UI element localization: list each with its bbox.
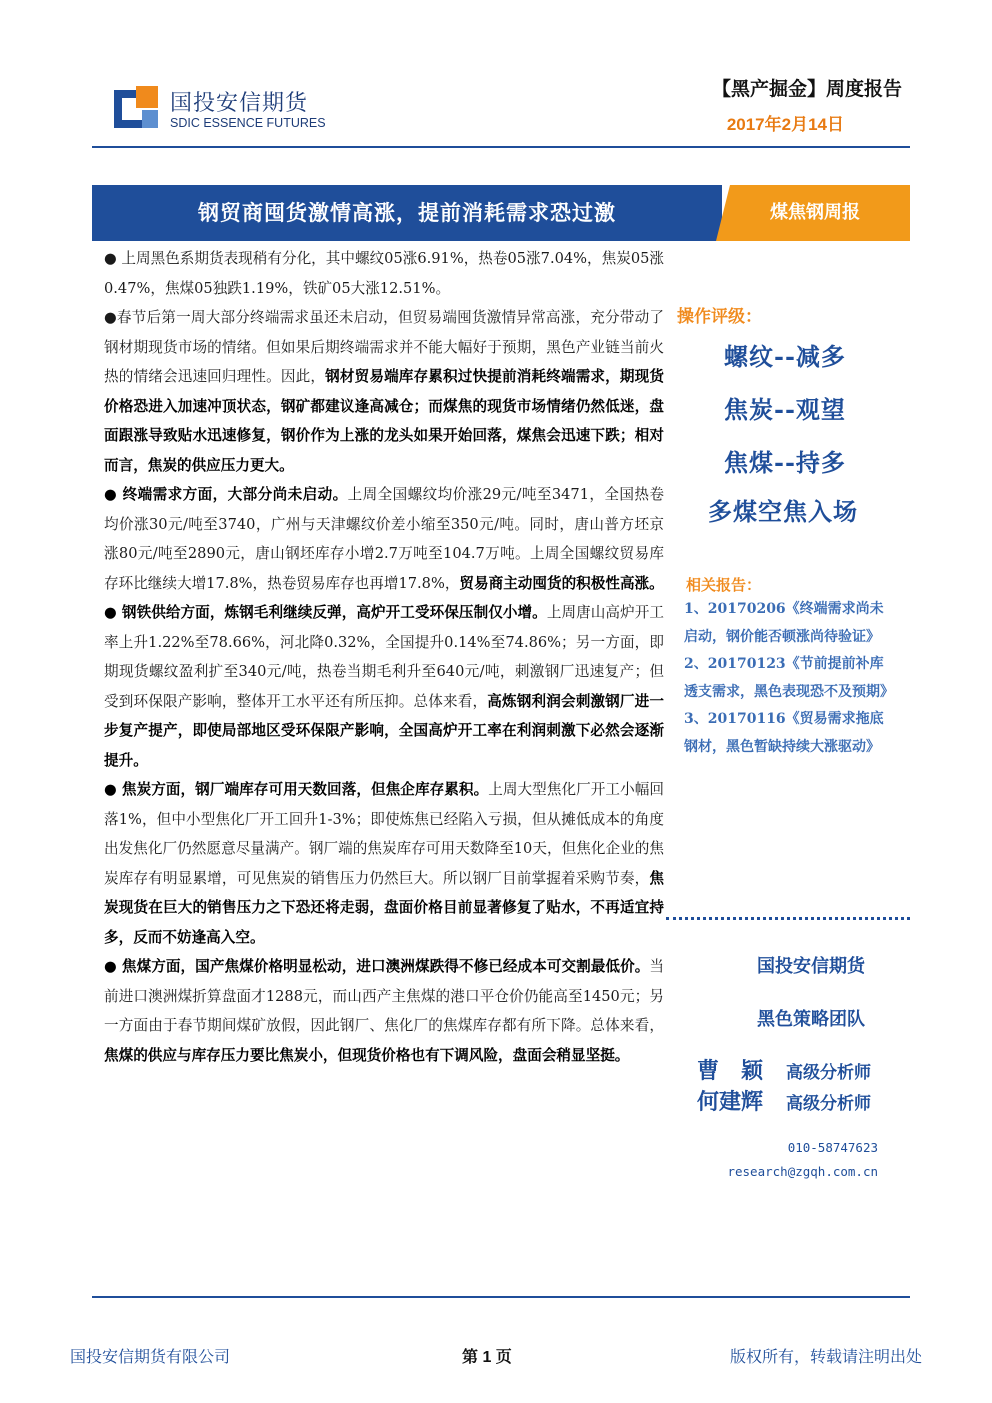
related-report-link[interactable]: 3、20170116《贸易需求拖底钢材，黑色暂缺持续大涨驱动》 [684,711,884,755]
paragraph-demand: ● 终端需求方面，大部分尚未启动。上周全国螺纹均价涨29元/吨至3471，全国热卷均价涨30元/吨至3740，广州与天津螺纹价差小缩至350元/吨。同时，唐山普方坯京涨80元/吨至2890元，唐山钢坯库存小增2.7万吨至104.7万吨。上周全国螺纹贸易库存环比继续大增17.8%，热卷贸易库存也再增17.8%，贸易商主动囤货的积极性高涨。 [104,486,664,592]
header-divider [92,146,910,148]
analyst-title: 高级分析师 [786,1094,871,1113]
footer-divider [92,1296,910,1298]
company-logo [112,84,342,134]
rating-coke: 焦炭--观望 [724,395,846,424]
report-body [104,244,664,1070]
footer-copyright: 版权所有，转载请注明出处 [729,1349,922,1366]
report-category-tag: 煤焦钢周报 [770,202,860,223]
logo-name-en: SDIC ESSENCE FUTURES [170,116,326,130]
paragraph-coke: ● 焦炭方面，钢厂端库存可用天数回落，但焦企库存累积。上周大型焦化厂开工小幅回落1%，但中小型焦化厂开工回升1-3%；即使炼焦已经陷入亏损，但从摊低成本的角度出发焦化厂仍然愿意尽量满产。钢厂端的焦炭库存可用天数降至10天，但焦化企业的焦炭库存有明显累增，可见焦炭的销售压力仍然巨大。所以钢厂目前掌握着采购节奏，焦炭现货在巨大的销售压力之下恐还将走弱，盘面价格目前显著修复了贴水，不再适宜持多，反而不妨逢高入空。 [104,781,664,946]
paragraph-summary: ●春节后第一周大部分终端需求虽还未启动，但贸易端囤货激情异常高涨，充分带动了钢材期现货市场的情绪。但如果后期终端需求并不能大幅好于预期，黑色产业链当前火热的情绪会迅速回归理性。因此，钢材贸易端库存累积过快提前消耗终端需求，期现货价格恐进入加速冲顶状态，钢矿都建议逢高减仓；而煤焦的现货市场情绪仍然低迷，盘面跟涨导致贴水迅速修复，钢价作为上涨的龙头如果开始回落，煤焦会迅速下跌；相对而言，焦炭的供应压力更大。 [104,309,664,474]
rating-rebar: 螺纹--减多 [724,342,846,371]
report-title: 钢贸商囤货激情高涨，提前消耗需求恐过激 [198,200,616,225]
analyst-name: 曹 颖 [697,1058,764,1083]
team-company: 国投安信期货 [757,956,865,976]
paragraph-coking-coal: ● 焦煤方面，国产焦煤价格明显松动，进口澳洲煤跌得不修已经成本可交割最低价。当前进口澳洲煤折算盘面才1288元，而山西产主焦煤的港口平仓价仍能高至1450元；另一方面由于春节期间煤矿放假，因此钢厂、焦化厂的焦煤库存都有所下降。总体来看，焦煤的供应与库存压力要比焦炭小，但现货价格也有下调风险，盘面会稍显坚挺。 [104,958,664,1064]
rating-strategy: 多煤空焦入场 [708,497,858,526]
footer-company: 国投安信期货有限公司 [70,1349,231,1366]
operation-rating-label: 操作评级： [677,307,762,326]
page-number: 第 1 页 [462,1349,512,1366]
analyst-title: 高级分析师 [786,1063,871,1082]
contact-email[interactable]: research@zgqh.com.cn [727,1164,878,1179]
sidebar-divider [666,917,910,920]
related-reports-title: 相关报告： [686,577,762,594]
logo-name-cn: 国投安信期货 [170,90,309,115]
rating-coking-coal: 焦煤--持多 [724,448,846,477]
paragraph-supply: ● 钢铁供给方面，炼钢毛利继续反弹，高炉开工受环保压制仅小增。上周唐山高炉开工率上升1.22%至78.66%，河北降0.32%，全国提升0.14%至74.86%；另一方面，即期现货螺纹盈利扩至340元/吨，热卷当期毛利升至640元/吨，刺激钢厂迅速复产；但受到环保限产影响，整体开工水平还有所压抑。总体来看，高炼钢利润会刺激钢厂进一步复产提产，即使局部地区受环保限产影响，全国高炉开工率在利润刺激下必然会逐渐提升。 [104,604,664,769]
contact-phone: 010-58747623 [787,1140,878,1155]
logo-mark-icon [112,84,162,134]
report-date: 2017年2月14日 [726,115,844,134]
related-report-link[interactable]: 1、20170206《终端需求尚未启动，钢价能否顿涨尚待验证》 [684,601,884,645]
analyst-name: 何建辉 [697,1089,764,1114]
related-report-link[interactable]: 2、20170123《节前提前补库透支需求，黑色表现恐不及预期》 [684,656,894,700]
paragraph-overview: ● 上周黑色系期货表现稍有分化，其中螺纹05涨6.91%，热卷05涨7.04%，焦炭05涨0.47%，焦煤05独跌1.19%，铁矿05大涨12.51%。 [104,250,664,297]
report-type: 【黑产掘金】周度报告 [711,79,902,100]
team-name: 黑色策略团队 [757,1009,865,1029]
related-reports-list [684,596,894,761]
